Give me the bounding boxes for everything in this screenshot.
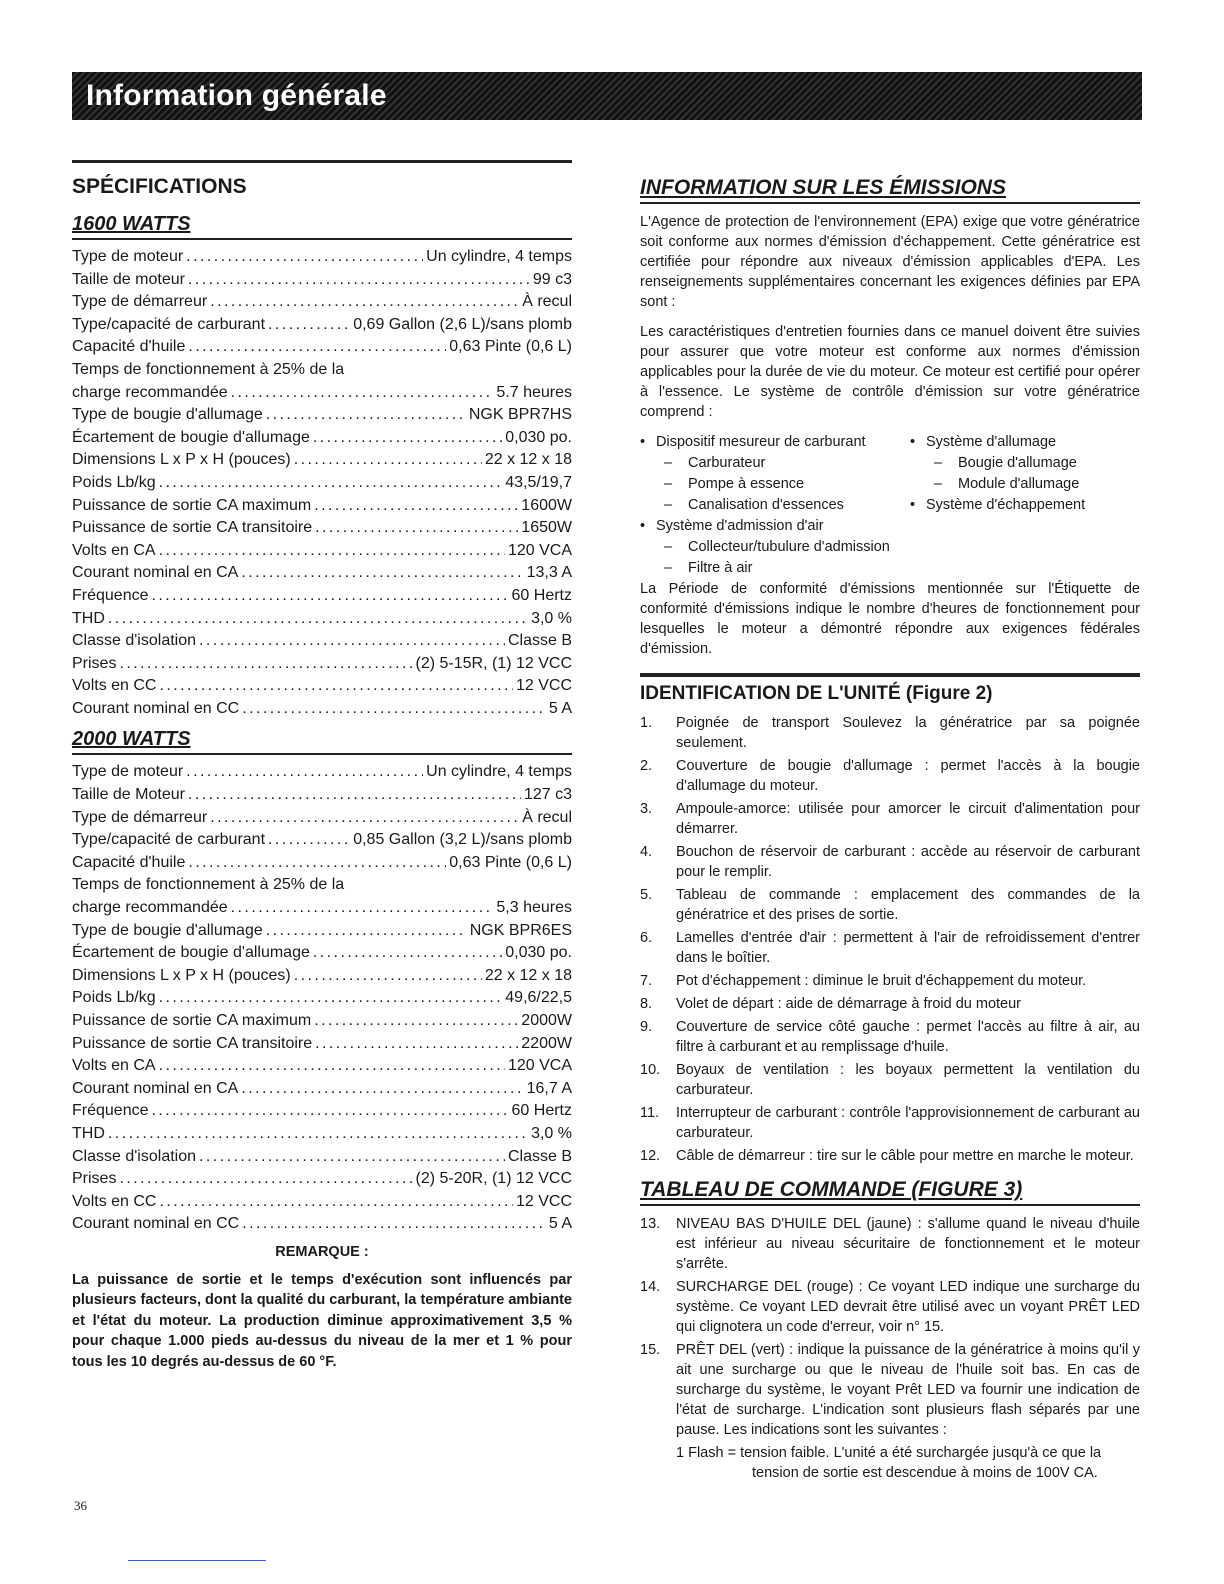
sub-bullet-item: – Filtre à air: [640, 558, 910, 579]
spec-value: (2) 5-15R, (1) 12 VCC: [415, 654, 572, 672]
dot-leader: [266, 404, 466, 427]
banner-title: Information générale: [86, 79, 387, 112]
emissions-list-col-1: [640, 432, 910, 579]
spec-row: [72, 897, 572, 920]
dot-leader: [152, 585, 509, 608]
dot-leader: [268, 314, 350, 337]
spec-label: Type/capacité de carburant: [72, 315, 266, 333]
list-item-number: 5.: [640, 887, 653, 903]
dot-leader: [199, 630, 505, 653]
list-item-number: 12.: [640, 1148, 661, 1164]
spec-label: Dimensions L x P x H (pouces): [72, 451, 291, 469]
spec-label: Type de bougie d'allumage: [72, 406, 263, 424]
list-item-number: 6.: [640, 930, 653, 946]
flash-indication: [640, 1443, 1140, 1483]
spec-value: 12 VCC: [515, 677, 572, 695]
spec-label: Taille de Moteur: [72, 786, 185, 804]
spec-value: 1650W: [521, 519, 572, 537]
spec-row: [72, 562, 572, 585]
spec-label: THD: [72, 1124, 105, 1142]
dot-leader: [314, 1010, 518, 1033]
dot-leader: [159, 472, 503, 495]
spec-label: Prises: [72, 654, 117, 672]
list-item: [640, 971, 1140, 991]
spec-row: [72, 653, 572, 676]
spec-label: THD: [72, 609, 105, 627]
spec-1600-heading: 1600 WATTS: [72, 213, 572, 240]
list-item: [640, 885, 1140, 925]
list-item-number: 2.: [640, 758, 653, 774]
spec-label: Volts en CC: [72, 1192, 157, 1210]
spec-row: [72, 517, 572, 540]
spec-row: [72, 427, 572, 450]
list-item: [640, 1277, 1140, 1337]
spec-label: Classe d'isolation: [72, 1147, 197, 1165]
list-item-number: 15.: [640, 1342, 661, 1358]
dot-leader: [241, 562, 523, 585]
spec-value: Un cylindre, 4 temps: [426, 763, 572, 781]
spec-value: 12 VCC: [515, 1192, 572, 1210]
dot-leader: [315, 1033, 518, 1056]
identification-list: [640, 713, 1140, 1166]
spec-value: 43,5/19,7: [505, 473, 572, 491]
spec-label: Volts en CA: [72, 541, 156, 559]
dot-leader: [242, 1213, 546, 1236]
spec-row: [72, 269, 572, 292]
spec-label: Puissance de sortie CA maximum: [72, 1012, 312, 1029]
dot-leader: [108, 1123, 528, 1146]
dot-leader: [108, 608, 528, 631]
list-item-text: Interrupteur de carburant : contrôle l'approvisionnement de carburant au carburateur.: [676, 1105, 1140, 1141]
spec-label: charge recommandée: [72, 383, 228, 401]
spec-2000-heading: 2000 WATTS: [72, 728, 572, 755]
spec-value: 3,0 %: [531, 609, 572, 627]
dot-leader: [159, 1055, 505, 1078]
spec-row: [72, 761, 572, 784]
list-item-number: 4.: [640, 844, 653, 860]
spec-row: [72, 965, 572, 988]
list-item: [640, 1017, 1140, 1057]
spec-label: Type de bougie d'allumage: [72, 921, 263, 939]
emissions-heading: INFORMATION SUR LES ÉMISSIONS: [640, 176, 1140, 204]
list-item-text: Pot d'échappement : diminue le bruit d'échappement du moteur.: [676, 973, 1087, 989]
spec-label: Capacité d'huile: [72, 853, 186, 871]
spec-value: Classe B: [507, 1147, 572, 1165]
spec-value: 0,030 po.: [505, 944, 572, 962]
spec-row: [72, 1100, 572, 1123]
list-item-text: Tableau de commande : emplacement des commandes de la génératrice et des prises de sortie.: [676, 887, 1140, 923]
spec-2000-list: [72, 761, 572, 1235]
dot-leader: [188, 784, 521, 807]
spec-value: 60 Hertz: [511, 1102, 572, 1120]
list-item: [640, 842, 1140, 882]
list-item-text: Boyaux de ventilation : les boyaux permettent la ventilation du carburateur.: [676, 1062, 1140, 1098]
dot-leader: [119, 1168, 412, 1191]
spec-label: Fréquence: [72, 586, 149, 604]
spec-value: Classe B: [507, 632, 572, 650]
list-item-text: Bouchon de réservoir de carburant : accède au réservoir de carburant pour le remplir.: [676, 844, 1140, 880]
spec-row: [72, 336, 572, 359]
dot-leader: [315, 517, 518, 540]
list-item-text: PRÊT DEL (vert) : indique la puissance de la génératrice à moins qu'il y ait une surcharge ou que le niveau de l'huile soit bas. En cas de surcharge du système, le voyant Prêt LED va fournir une indication de l'état de surcharge. L'indication sont plusieurs flash séparés par une pause. Les indications sont les suivantes :: [676, 1342, 1140, 1438]
spec-value: 0,030 po.: [505, 428, 572, 446]
spec-row: [72, 291, 572, 314]
spec-label: Courant nominal en CC: [72, 699, 240, 717]
list-item-text: Ampoule-amorce: utilisée pour amorcer le circuit d'alimentation pour démarrer.: [676, 801, 1140, 837]
spec-row: [72, 784, 572, 807]
divider: [72, 160, 572, 163]
dot-leader: [242, 698, 546, 721]
bullet-item: • Dispositif mesureur de carburant: [640, 432, 910, 453]
list-item-text: Poignée de transport Soulevez la génératrice par sa poignée seulement.: [676, 715, 1140, 751]
spec-label: Dimensions L x P x H (pouces): [72, 966, 291, 984]
list-item-text: SURCHARGE DEL (rouge) : Ce voyant LED indique une surcharge du système. Ce voyant LED devrait être utilisé avec un voyant PRÊT LED qui clignotera un code d'erreur, voir n° 15.: [676, 1279, 1140, 1335]
dot-leader: [159, 987, 503, 1010]
spec-value: 22 x 12 x 18: [484, 451, 572, 469]
spec-value: 5,3 heures: [496, 899, 572, 917]
spec-value: 16,7 A: [526, 1079, 572, 1097]
spec-label: Volts en CA: [72, 1057, 156, 1075]
bullet-item: • Système d'allumage: [910, 432, 1140, 453]
emissions-paragraph-1: L'Agence de protection de l'environnement (EPA) exige que votre génératrice soit conforme aux normes d'émission d'échappement. Cette génératrice est certifiée pour répondre aux niveaux d'émission applicables d'EPA. Les renseignements supplémentaires concernant les exigences définies par EPA sont :: [640, 214, 1140, 310]
spec-row: [72, 246, 572, 269]
list-item-text: Volet de départ : aide de démarrage à froid du moteur: [676, 996, 1021, 1012]
spec-value: NGK BPR7HS: [468, 406, 572, 424]
dot-leader: [159, 1191, 512, 1214]
spec-label: Prises: [72, 1170, 117, 1188]
emissions-list-col-2: [910, 432, 1140, 579]
flash-line-2: tension de sortie est descendue à moins de 100V CA.: [752, 1465, 1098, 1481]
page-number: 36: [74, 1498, 87, 1513]
emissions-paragraph-2: Les caractéristiques d'entretien fournies dans ce manuel doivent être suivies pour assurer que votre moteur est conforme aux normes d'émission applicables pour la durée de vie du moteur. Ce moteur est certifié pour opérer à l'essence. Le système de contrôle d'émission sur votre génératrice comprend :: [640, 324, 1140, 420]
sub-bullet-item: – Canalisation d'essences: [640, 495, 910, 516]
dot-leader: [313, 427, 502, 450]
spec-label: Fréquence: [72, 1102, 149, 1120]
emissions-paragraph-3: La Période de conformité d'émissions mentionnée sur l'Étiquette de conformité d'émissions indique le nombre d'heures de fonctionnement pour lesquelles le moteur a démontré répondre aux exigences fédérales d'émission.: [640, 581, 1140, 657]
spec-label: Puissance de sortie CA transitoire: [72, 519, 313, 537]
bullet-item: • Système d'échappement: [910, 495, 1140, 516]
list-item: [640, 756, 1140, 796]
control-panel-list: [640, 1214, 1140, 1440]
spec-value: 99 c3: [532, 270, 572, 288]
spec-label: Taille de moteur: [72, 270, 185, 288]
emissions-list: [640, 432, 1140, 579]
dot-leader: [119, 653, 412, 676]
list-item: [640, 1146, 1140, 1166]
spec-row: [72, 987, 572, 1010]
dot-leader: [199, 1146, 505, 1169]
spec-row: [72, 942, 572, 965]
note-title: REMARQUE :: [275, 1243, 369, 1260]
spec-row: [72, 404, 572, 427]
spec-value: (2) 5-20R, (1) 12 VCC: [415, 1170, 572, 1188]
spec-value: 1600W: [521, 496, 572, 514]
spec-row: [72, 608, 572, 631]
dot-leader: [314, 495, 518, 518]
spec-label: Type de démarreur: [72, 808, 208, 826]
dot-leader: [313, 942, 502, 965]
spec-value: 22 x 12 x 18: [484, 966, 572, 984]
spec-value: À recul: [522, 293, 572, 311]
list-item: [640, 1340, 1140, 1440]
dot-leader: [188, 336, 446, 359]
spec-label: Puissance de sortie CA transitoire: [72, 1034, 313, 1052]
dot-leader: [294, 449, 482, 472]
spec-row: [72, 1168, 572, 1191]
spec-row: Temps de fonctionnement à 25% de la: [72, 876, 345, 894]
sub-bullet-item: – Carburateur: [640, 453, 910, 474]
list-item-number: 7.: [640, 973, 653, 989]
list-item: [640, 799, 1140, 839]
spec-label: Classe d'isolation: [72, 632, 197, 650]
spec-value: 0,63 Pinte (0,6 L): [449, 338, 572, 356]
spec-label: Volts en CC: [72, 677, 157, 695]
list-item: [640, 1214, 1140, 1274]
spec-label: Courant nominal en CA: [72, 564, 239, 582]
spec-label: Capacité d'huile: [72, 338, 186, 356]
spec-value: 49,6/22,5: [505, 989, 572, 1007]
spec-row: [72, 1010, 572, 1033]
dot-leader: [231, 897, 494, 920]
spec-value: 5 A: [548, 699, 572, 717]
right-column: [640, 160, 1140, 1483]
control-panel-heading: TABLEAU DE COMMANDE (FIGURE 3): [640, 1178, 1140, 1206]
spec-row: [72, 920, 572, 943]
spec-value: 5 A: [548, 1215, 572, 1233]
spec-label: Type de moteur: [72, 248, 184, 265]
spec-label: Puissance de sortie CA maximum: [72, 496, 312, 514]
dot-leader: [241, 1078, 523, 1101]
spec-row: [72, 807, 572, 830]
dot-leader: [186, 246, 423, 269]
list-item: [640, 713, 1140, 753]
left-column: [72, 160, 572, 1372]
spec-value: 60 Hertz: [511, 586, 572, 604]
dot-leader: [188, 852, 446, 875]
list-item-number: 9.: [640, 1019, 653, 1035]
list-item: [640, 994, 1140, 1014]
spec-row: [72, 314, 572, 337]
note-text: La puissance de sortie et le temps d'exécution sont influencés par plusieurs facteurs, dont la qualité du carburant, la température ambiante et l'état du moteur. La production diminue approximativement 3,5 % pour chaque 1.000 pieds au-dessus du niveau de la mer et 1 % pour tous les 10 degrés au-dessus de 60 °F.: [72, 1271, 572, 1370]
spec-row: [72, 495, 572, 518]
list-item-text: Couverture de service côté gauche : permet l'accès au filtre à air, au filtre à carburant et au remplissage d'huile.: [676, 1019, 1140, 1055]
dot-leader: [159, 540, 505, 563]
list-item-number: 1.: [640, 715, 653, 731]
identification-heading: IDENTIFICATION DE L'UNITÉ (Figure 2): [640, 683, 993, 704]
spec-1600-list: [72, 246, 572, 720]
spec-label: Poids Lb/kg: [72, 473, 156, 491]
spec-value: NGK BPR6ES: [469, 921, 572, 939]
spec-value: 120 VCA: [507, 541, 572, 559]
list-item-number: 3.: [640, 801, 653, 817]
divider: [640, 673, 1140, 677]
spec-row: [72, 540, 572, 563]
spec-row: [72, 675, 572, 698]
dot-leader: [152, 1100, 509, 1123]
list-item: [640, 1103, 1140, 1143]
dot-leader: [231, 382, 494, 405]
spec-value: 127 c3: [523, 786, 572, 804]
list-item: [640, 1060, 1140, 1100]
dot-leader: [294, 965, 482, 988]
spec-label: Écartement de bougie d'allumage: [72, 944, 310, 962]
list-item-number: 10.: [640, 1062, 661, 1078]
spec-value: 2200W: [521, 1034, 572, 1052]
list-item-text: Lamelles d'entrée d'air : permettent à l'air de refroidissement d'entrer dans le boîtier.: [676, 930, 1140, 966]
spec-value: 0,69 Gallon (2,6 L)/sans plomb: [353, 315, 572, 333]
sub-bullet-item: – Bougie d'allumage: [910, 453, 1140, 474]
spec-row: [72, 472, 572, 495]
spec-row: [72, 1078, 572, 1101]
spec-value: 0,63 Pinte (0,6 L): [449, 853, 572, 871]
dot-leader: [268, 829, 350, 852]
list-item: [640, 928, 1140, 968]
spec-row: [72, 1123, 572, 1146]
spec-row: [72, 1055, 572, 1078]
list-item-number: 13.: [640, 1216, 661, 1232]
list-item-number: 8.: [640, 996, 653, 1012]
spec-label: Courant nominal en CA: [72, 1079, 239, 1097]
section-banner: [72, 72, 1142, 120]
list-item-text: Couverture de bougie d'allumage : permet l'accès à la bougie d'allumage du moteur.: [676, 758, 1140, 794]
spec-value: 3,0 %: [531, 1124, 572, 1142]
list-item-text: NIVEAU BAS D'HUILE DEL (jaune) : s'allume quand le niveau d'huile est inférieur au niveau sécuritaire de fonctionnement et le moteur s'arrête.: [676, 1216, 1140, 1272]
spec-row: [72, 698, 572, 721]
spec-label: Courant nominal en CC: [72, 1215, 240, 1233]
spec-row: [72, 382, 572, 405]
spec-label: Type/capacité de carburant: [72, 831, 266, 849]
spec-row: [72, 852, 572, 875]
sub-bullet-item: – Module d'allumage: [910, 474, 1140, 495]
dot-leader: [210, 807, 519, 830]
spec-row: [72, 1191, 572, 1214]
bullet-item: • Système d'admission d'air: [640, 516, 910, 537]
spec-value: 0,85 Gallon (3,2 L)/sans plomb: [353, 831, 572, 849]
spec-value: À recul: [522, 808, 572, 826]
sub-bullet-item: – Pompe à essence: [640, 474, 910, 495]
dot-leader: [210, 291, 519, 314]
spec-label: charge recommandée: [72, 899, 228, 917]
sub-bullet-item: – Collecteur/tubulure d'admission: [640, 537, 910, 558]
spec-row: [72, 585, 572, 608]
spec-row: [72, 1033, 572, 1056]
spec-row: [72, 829, 572, 852]
spec-value: 13,3 A: [526, 564, 572, 582]
flash-line-1: 1 Flash = tension faible. L'unité a été surchargée jusqu'à ce que la: [676, 1445, 1102, 1461]
spec-row: Temps de fonctionnement à 25% de la: [72, 360, 345, 378]
spec-row: [72, 1213, 572, 1236]
dot-leader: [188, 269, 530, 292]
dot-leader: [159, 675, 512, 698]
specs-title: SPÉCIFICATIONS: [72, 175, 247, 198]
footer-line: [128, 1560, 266, 1561]
dot-leader: [186, 761, 423, 784]
spec-label: Poids Lb/kg: [72, 989, 156, 1007]
spec-value: 2000W: [521, 1012, 572, 1029]
spec-row: [72, 449, 572, 472]
spec-row: [72, 630, 572, 653]
spec-label: Écartement de bougie d'allumage: [72, 428, 310, 446]
spec-value: 5.7 heures: [496, 383, 572, 401]
spec-value: 120 VCA: [507, 1057, 572, 1075]
list-item-text: Câble de démarreur : tire sur le câble pour mettre en marche le moteur.: [676, 1148, 1134, 1164]
spec-label: Type de démarreur: [72, 293, 208, 311]
list-item-number: 14.: [640, 1279, 661, 1295]
spec-row: [72, 1146, 572, 1169]
spec-label: Type de moteur: [72, 763, 184, 781]
dot-leader: [266, 920, 467, 943]
list-item-number: 11.: [640, 1105, 660, 1121]
spec-value: Un cylindre, 4 temps: [426, 248, 572, 265]
